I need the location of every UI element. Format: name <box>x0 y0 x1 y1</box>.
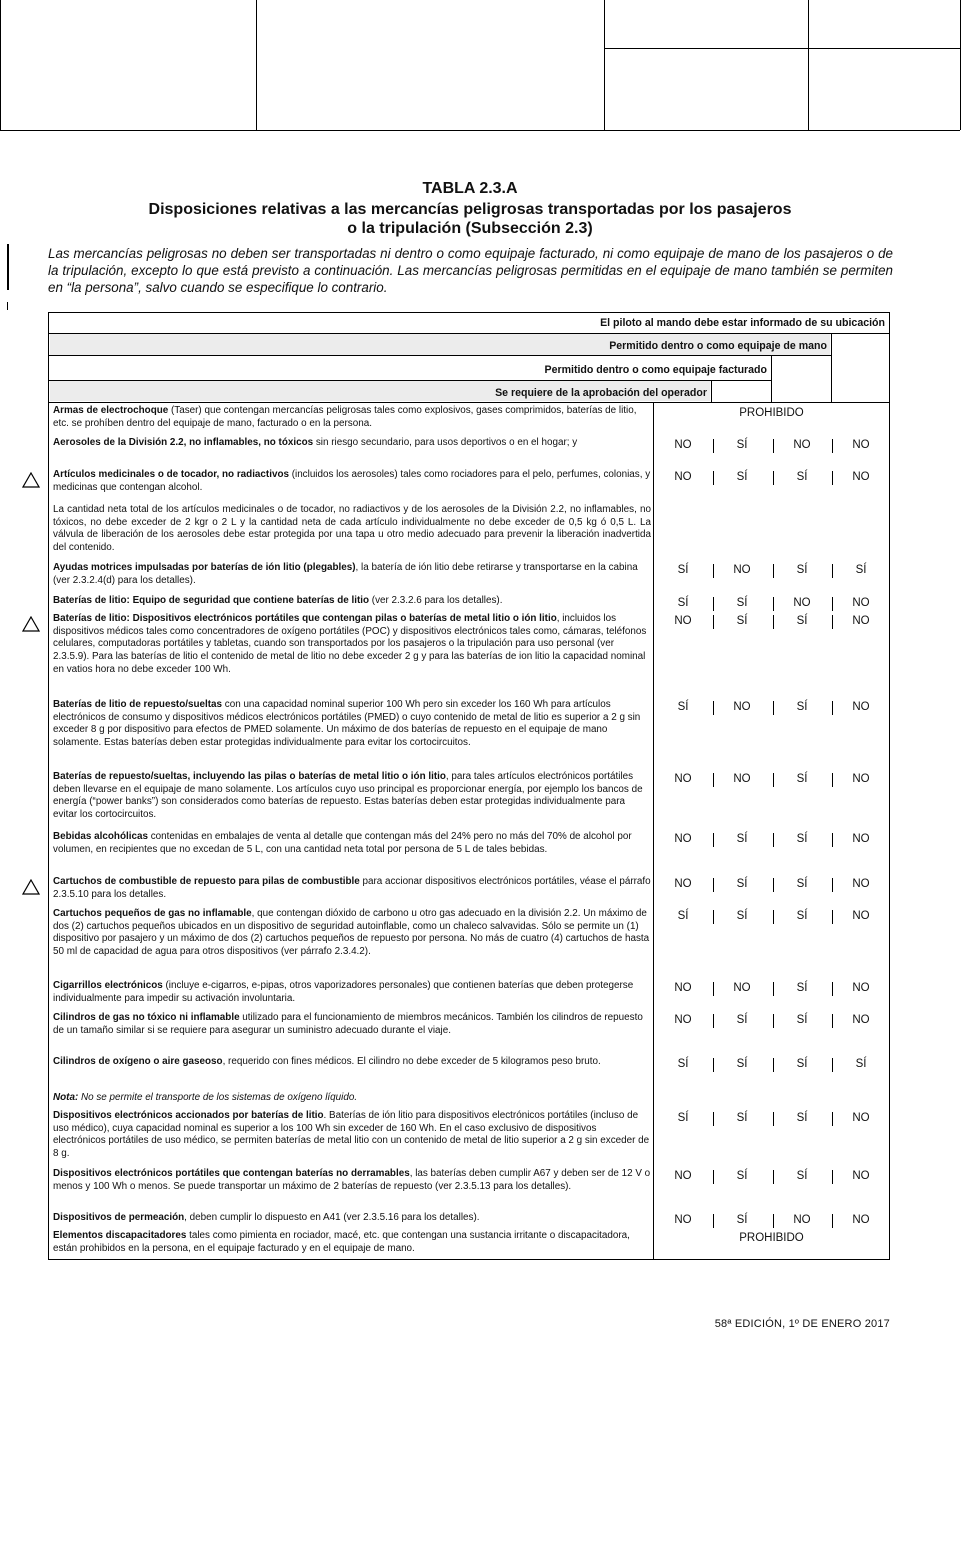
column-tick <box>832 878 833 892</box>
row-description <box>53 1212 651 1225</box>
value-cell: SÍ <box>796 564 808 576</box>
column-tick <box>773 878 774 892</box>
row-values <box>654 908 889 922</box>
header-bottom-rule <box>49 402 889 403</box>
row-description <box>53 1012 651 1037</box>
row-item-text: para accionar dispositivos electrónicos portátiles, véase el párrafo 2.3.5.10 para los detalles. <box>53 876 651 900</box>
value-cell: NO <box>852 701 870 713</box>
value-cell: SÍ <box>677 564 689 576</box>
column-tick <box>773 1058 774 1072</box>
row-item-name: Baterías de repuesto/sueltas, incluyendo las pilas o baterías de metal litio o ión litio <box>53 771 446 782</box>
header-box <box>0 0 960 131</box>
value-cell: SÍ <box>677 597 689 609</box>
row-item-text: utilizado para el funcionamiento de miembros mecánicos. También los cilindros de repuesto de un tamaño similar si se requiere para asegurar un suministro adecuado durante el viaje. <box>53 1012 643 1036</box>
value-cell: SÍ <box>736 1170 748 1182</box>
row-description <box>53 1110 651 1161</box>
column-tick <box>832 1214 833 1228</box>
row-item-name: Baterías de litio: Equipo de seguridad que contiene baterías de litio <box>53 595 370 606</box>
column-tick <box>832 833 833 847</box>
value-cell: SÍ <box>736 597 748 609</box>
value-cell: NO <box>733 773 751 785</box>
column-tick <box>773 833 774 847</box>
column-tick <box>832 1112 833 1126</box>
header-box-divider <box>604 0 605 130</box>
row-values <box>654 980 889 994</box>
value-cell: SÍ <box>796 982 808 994</box>
value-cell: SÍ <box>855 1058 867 1070</box>
row-item-name: Artículos medicinales o de tocador, no radiactivos <box>53 469 289 480</box>
value-cell: NO <box>852 982 870 994</box>
row-item-name: Dispositivos de permeación <box>53 1212 185 1223</box>
row-description <box>53 595 651 608</box>
header-box-divider <box>0 0 1 130</box>
header-box-divider <box>808 0 809 130</box>
value-cell: NO <box>852 1014 870 1026</box>
value-cell: NO <box>674 878 692 890</box>
row-item-name: Cartuchos pequeños de gas no inflamable <box>53 908 252 919</box>
column-tick <box>773 1014 774 1028</box>
value-cell: SÍ <box>677 1112 689 1124</box>
edition-footer: 58ª EDICIÓN, 1º DE ENERO 2017 <box>714 1318 890 1330</box>
warning-triangle-icon <box>22 616 40 632</box>
value-cell: SÍ <box>796 833 808 845</box>
value-cell: NO <box>793 1214 811 1226</box>
column-tick <box>713 597 714 611</box>
column-tick <box>773 439 774 453</box>
row-item-name: Nota: <box>53 1092 79 1103</box>
header-rule <box>771 356 772 402</box>
row-values <box>654 1212 889 1226</box>
row-description <box>53 1092 651 1105</box>
column-tick <box>773 564 774 578</box>
value-cell: SÍ <box>796 1058 808 1070</box>
value-cell: NO <box>852 597 870 609</box>
row-description <box>53 405 651 430</box>
row-values <box>654 1056 889 1070</box>
row-item-name: Bebidas alcohólicas <box>53 831 148 842</box>
row-description <box>53 562 651 587</box>
value-cell: SÍ <box>796 471 808 483</box>
column-tick <box>773 471 774 485</box>
value-cell: NO <box>793 439 811 451</box>
column-tick <box>832 982 833 996</box>
value-cell: NO <box>674 471 692 483</box>
row-item-text: No se permite el transporte de los sistemas de oxígeno líquido. <box>78 1092 358 1103</box>
column-tick <box>832 439 833 453</box>
row-values <box>654 1012 889 1026</box>
row-item-text: (Taser) que contengan mercancías peligrosas tales como explosivos, gases comprimidos, baterías de litio, etc. se prohíben dentro del equipaje de mano, facturado o en la persona. <box>53 405 637 429</box>
column-tick <box>832 564 833 578</box>
column-tick <box>713 1058 714 1072</box>
column-tick <box>713 773 714 787</box>
value-cell: NO <box>852 910 870 922</box>
row-description <box>53 469 651 494</box>
row-item-text: sin riesgo secundario, para usos deportivos o en el hogar; y <box>313 437 578 448</box>
header-rule <box>49 355 831 356</box>
column-tick <box>713 982 714 996</box>
dangerous-goods-table <box>48 312 890 1260</box>
row-item-name: Cartuchos de combustible de repuesto para pilas de combustible <box>53 876 360 887</box>
value-cell: SÍ <box>796 1014 808 1026</box>
row-item-text: , requerido con fines médicos. El cilindro no debe exceder de 5 kilogramos peso bruto. <box>222 1056 601 1067</box>
value-cell: NO <box>674 439 692 451</box>
row-values <box>654 469 889 483</box>
row-item-name: Dispositivos electrónicos portátiles que contengan baterías no derramables <box>53 1168 410 1179</box>
value-cell: NO <box>733 564 751 576</box>
column-tick <box>832 701 833 715</box>
column-tick <box>773 701 774 715</box>
row-values <box>654 699 889 713</box>
prohibited-label: PROHIBIDO <box>739 407 804 419</box>
column-tick <box>713 878 714 892</box>
value-cell: NO <box>852 1112 870 1124</box>
warning-triangle-icon <box>22 879 40 895</box>
value-cell: NO <box>852 615 870 627</box>
column-tick <box>832 1058 833 1072</box>
column-tick <box>713 1170 714 1184</box>
value-cell: SÍ <box>855 564 867 576</box>
value-cell: SÍ <box>736 471 748 483</box>
column-tick <box>713 471 714 485</box>
row-values <box>654 876 889 890</box>
row-item-name: Ayudas motrices impulsadas por baterías de ión litio (plegables) <box>53 562 356 573</box>
header-box-divider <box>256 0 257 130</box>
row-description <box>53 504 651 555</box>
row-item-name: Baterías de litio: Dispositivos electrónicos portátiles que contengan pilas o baterías de metal litio o ión litio <box>53 613 557 624</box>
header-rule <box>711 381 712 402</box>
table-title-line2: o la tripulación (Subsección 2.3) <box>347 220 593 237</box>
row-description <box>53 771 651 822</box>
column-tick <box>713 564 714 578</box>
value-cell: SÍ <box>736 910 748 922</box>
header-rule <box>831 334 832 402</box>
column-tick <box>832 910 833 924</box>
column-tick <box>773 910 774 924</box>
column-tick <box>773 1170 774 1184</box>
table-number: TABLA 2.3.A <box>422 180 518 197</box>
warning-triangle-icon <box>22 472 40 488</box>
value-cell: SÍ <box>736 833 748 845</box>
value-cell: SÍ <box>736 878 748 890</box>
row-description <box>53 980 651 1005</box>
column-tick <box>832 1170 833 1184</box>
revision-bar <box>7 302 8 310</box>
value-cell: SÍ <box>796 910 808 922</box>
column-tick <box>832 615 833 629</box>
header-box-divider <box>604 48 960 49</box>
col-header-pilot: El piloto al mando debe estar informado de su ubicación <box>600 317 885 329</box>
column-tick <box>832 773 833 787</box>
row-description <box>53 1168 651 1193</box>
value-cell: NO <box>674 833 692 845</box>
column-tick <box>773 1112 774 1126</box>
row-description <box>53 831 651 856</box>
row-values <box>654 831 889 845</box>
row-item-text: tales como pimienta en rociador, macé, etc. que contengan una sustancia irritante o discapacitadora, están prohibidos en la persona, en el equipaje facturado y en el equipaje de mano. <box>53 1230 630 1254</box>
row-description <box>53 699 651 750</box>
value-cell: NO <box>852 1170 870 1182</box>
value-cell: SÍ <box>736 439 748 451</box>
column-tick <box>773 982 774 996</box>
value-cell: SÍ <box>796 773 808 785</box>
value-cell: NO <box>852 471 870 483</box>
row-description <box>53 613 651 677</box>
row-item-text: , deben cumplir lo dispuesto en A41 (ver 2.3.5.16 para los detalles). <box>184 1212 480 1223</box>
row-values <box>654 562 889 576</box>
value-cell: NO <box>674 773 692 785</box>
prohibited-label: PROHIBIDO <box>739 1232 804 1244</box>
value-cell: NO <box>852 1214 870 1226</box>
col-header-hand: Permitido dentro o como equipaje de mano <box>609 340 827 352</box>
column-tick <box>773 615 774 629</box>
value-cell: SÍ <box>736 1214 748 1226</box>
row-item-text: , incluidos los dispositivos médicos tales como concentradores de oxígeno portátiles (POC) y dispositivos electrónicos tales como, cámaras, teléfonos celulares, computadoras portátiles y tabletas, cuando son transportados por los pasajeros o la tripulación para uso personal (ver 2.3.5.9). Para las baterías de litio el contenido de metal de litio no debe exceder 2 g y para las baterías de ion litio la capacidad nominal en vatios hora no debe exceder 100 Wh. <box>53 613 647 675</box>
row-item-name: Aerosoles de la División 2.2, no inflamables, no tóxicos <box>53 437 314 448</box>
header-box-divider <box>960 0 961 130</box>
column-tick <box>713 615 714 629</box>
column-tick <box>713 1112 714 1126</box>
row-description <box>53 1230 651 1255</box>
row-item-text: , las baterías deben cumplir A67 y deben ser de 12 V o menos y 100 Wh o menos. Se puede transportar un máximo de 2 baterías de repuesto (ver 2.3.5.13 para los detalles). <box>53 1168 651 1192</box>
value-cell: NO <box>674 1214 692 1226</box>
row-item-name: Elementos discapacitadores <box>53 1230 187 1241</box>
value-cell: NO <box>852 439 870 451</box>
row-item-text: (ver 2.3.2.6 para los detalles). <box>369 595 503 606</box>
value-cell: NO <box>852 833 870 845</box>
value-cell: NO <box>733 701 751 713</box>
value-cell: SÍ <box>796 1170 808 1182</box>
row-item-text: con una capacidad nominal superior 100 Wh pero sin exceder los 160 Wh para artículos electrónicos de consumo y dispositivos médicos electrónicos portátiles (PMED) o cuyo contenido de metal de litio es superior a 2 g sin exceder 8 g por dispositivo para efectos de PMED solamente. Un máximo de dos baterías de repuesto en el equipaje de mano solamente. Estas baterías deben estar protegidas individualmente para evitar los cortocircuitos. <box>53 699 641 749</box>
column-tick <box>773 597 774 611</box>
column-tick <box>713 701 714 715</box>
value-cell: NO <box>852 773 870 785</box>
row-item-text: (incluidos los aerosoles) tales como rociadores para el pelo, perfumes, colonias, y medicinas que contengan alcohol. <box>53 469 651 493</box>
value-cell: SÍ <box>796 878 808 890</box>
row-item-name: Baterías de litio de repuesto/sueltas <box>53 699 223 710</box>
row-item-text: , la batería de ión litio debe retirarse y transportarse en la cabina (ver 2.3.2.4(d) para los detalles). <box>53 562 638 586</box>
value-cell: NO <box>852 878 870 890</box>
row-values <box>654 771 889 785</box>
table-title-line1: Disposiciones relativas a las mercancías peligrosas transportadas por los pasajeros <box>148 201 792 218</box>
column-tick <box>713 1014 714 1028</box>
row-description <box>53 876 651 901</box>
value-cell: SÍ <box>736 1112 748 1124</box>
row-item-name: Cilindros de gas no tóxico ni inflamable <box>53 1012 240 1023</box>
value-cell: NO <box>674 1170 692 1182</box>
column-tick <box>713 833 714 847</box>
row-item-text: . Baterías de ión litio para dispositivos electrónicos portátiles (incluso de uso médico), cuya capacidad nominal es superior a los 100 Wh sin exceder de 160 Wh. En el caso exclusivo de dispositivos electrónicos portátiles de uso médico, se permiten baterías de metal litio con un contenido de metal de litio superior a 2 g sin exceder de 8 g. <box>53 1110 650 1160</box>
intro-paragraph: Las mercancías peligrosas no deben ser transportadas ni dentro o como equipaje facturado, ni como equipaje de mano de los pasajeros o de la tripulación, excepto lo que está previsto a continuación. Las mercancías peligrosas permitidas en el equipaje de mano también se permiten en “la persona”, salvo cuando se especifique lo contrario. <box>48 246 893 295</box>
row-description <box>53 437 651 450</box>
value-cell: NO <box>674 615 692 627</box>
row-item-text: , para tales artículos electrónicos portátiles deben llevarse en el equipaje de mano solamente. Los artículos cuyo uso principal es proporcionar energía, por ejemplo los bancos de energía (“power banks”) son considerados como baterías de repuesto. Estas baterías deben estar protegidas individualmente para evitar los cortocircuitos. <box>53 771 643 821</box>
row-item-text: , que contengan dióxido de carbono u otro gas adecuado en la división 2.2. Un máximo de dos (2) cartuchos pequeños ubicados en un dispositivo de seguridad autoinflable, como un chaleco salvavidas. Sólo se permite un (1) dispositivo por pasajero y un máximo de dos (2) cartuchos pequeños de repuesto por persona. No más de cuatro (4) cartuchos de hasta 50 ml de capacidad de agua para otros dispositivos (ver párrafo 2.3.4.2). <box>53 908 650 958</box>
row-description <box>53 1056 651 1069</box>
row-description <box>53 908 651 959</box>
value-cell: NO <box>674 982 692 994</box>
row-item-text: contenidas en embalajes de venta al detalle que contengan más del 24% pero no más del 70% de alcohol por volumen, en recipientes que no excedan de 5 L, con una cantidad neta total por persona de 5 L de tales bebidas. <box>53 831 632 855</box>
column-tick <box>713 1214 714 1228</box>
value-cell: NO <box>793 597 811 609</box>
value-cell: NO <box>674 1014 692 1026</box>
column-tick <box>773 773 774 787</box>
column-tick <box>713 439 714 453</box>
value-cell: SÍ <box>796 615 808 627</box>
value-cell: SÍ <box>677 910 689 922</box>
row-values <box>654 613 889 627</box>
column-tick <box>832 1014 833 1028</box>
row-item-name: Cigarrillos electrónicos <box>53 980 163 991</box>
row-values <box>654 595 889 609</box>
col-header-operator: Se requiere de la aprobación del operador <box>495 387 707 399</box>
value-cell: SÍ <box>736 1014 748 1026</box>
value-cell: NO <box>733 982 751 994</box>
row-item-name: Cilindros de oxígeno o aire gaseoso <box>53 1056 223 1067</box>
col-header-checked: Permitido dentro o como equipaje facturado <box>544 364 767 376</box>
row-values <box>654 1168 889 1182</box>
row-item-name: Dispositivos electrónicos accionados por baterías de litio <box>53 1110 324 1121</box>
revision-bar <box>7 244 9 290</box>
value-cell: SÍ <box>736 615 748 627</box>
row-item-name: Armas de electrochoque <box>53 405 169 416</box>
row-values <box>654 1110 889 1124</box>
value-cell: SÍ <box>796 1112 808 1124</box>
row-item-text: La cantidad neta total de los artículos medicinales o de tocador, no radiactivos y de los aerosoles de la División 2.2, no inflamables, no tóxicos, no debe exceder de 2 kgr o 2 L y la cantidad neta de cada artículo individualmente no debe exceder de 0,5 kg ó 0,5 L. La válvula de liberación de los aerosoles debe estar protegida por una tapa u otro medio adecuado para prevenir la liberación inadvertida del contenido. <box>53 504 651 554</box>
column-tick <box>773 1214 774 1228</box>
row-values <box>654 437 889 451</box>
value-cell: SÍ <box>677 1058 689 1070</box>
column-tick <box>713 910 714 924</box>
column-tick <box>832 597 833 611</box>
value-cell: SÍ <box>796 701 808 713</box>
row-item-text: (incluye e-cigarros, e-pipas, otros vaporizadores personales) que contienen baterías que deben protegerse individualmente para impedir su activación involuntaria. <box>53 980 634 1004</box>
value-cell: SÍ <box>677 701 689 713</box>
column-tick <box>832 471 833 485</box>
value-cell: SÍ <box>736 1058 748 1070</box>
